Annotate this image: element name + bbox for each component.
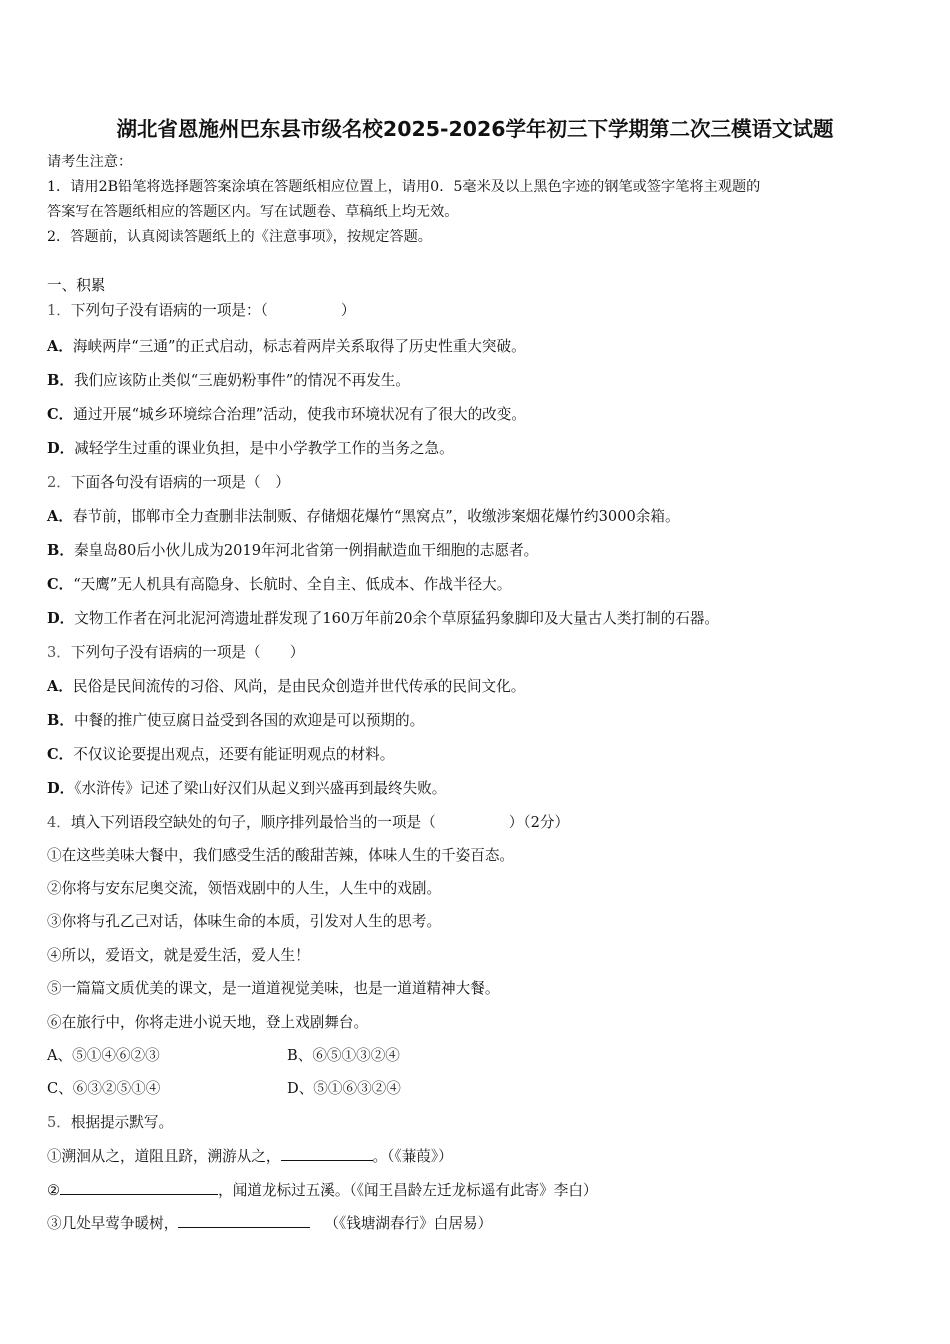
question-5-stem: [47, 1113, 173, 1133]
question-3-option-c: [47, 745, 394, 765]
section-heading: 一、积累: [47, 277, 106, 294]
option-text: “天鹰”无人机具有高隐身、长航时、全自主、低成本、作战半径大。: [73, 576, 512, 593]
question-4-choices-row-1: [47, 1046, 400, 1066]
question-text: 根据提示默写。: [70, 1114, 174, 1131]
question-2-option-b: [47, 541, 538, 561]
option-letter: D．: [47, 780, 75, 797]
source-text: 。（《蒹葭》）: [372, 1148, 453, 1165]
question-3-option-d: [47, 779, 446, 799]
choice-d: D、⑤①⑥③②④: [287, 1080, 401, 1097]
option-letter: B．: [47, 542, 74, 559]
question-5-line-2: [47, 1180, 598, 1201]
question-text: 下列句子没有语病的一项是：（ ）: [70, 302, 356, 319]
question-number: 3．: [47, 644, 71, 661]
question-1-stem: [47, 301, 355, 321]
notice-heading: 请考生注意：: [47, 154, 133, 170]
question-number: 2．: [47, 474, 71, 491]
answer-blank[interactable]: [281, 1146, 373, 1161]
prompt-text: ③几处早莺争暖树，: [47, 1215, 179, 1232]
question-2-option-c: [47, 575, 511, 595]
notice-item-2: 2．答题前，认真阅读答题纸上的《注意事项》，按规定答题。: [47, 229, 432, 245]
prompt-text: ②: [47, 1182, 61, 1199]
option-letter: C．: [47, 746, 74, 763]
choice-b: B、⑥⑤①③②④: [287, 1047, 400, 1064]
question-text: 下列句子没有语病的一项是（ ）: [70, 644, 305, 661]
question-4-sentence: ③你将与孔乙己对话，体味生命的本质，引发对人生的思考。: [47, 913, 442, 930]
source-text: （《钱塘湖春行》白居易）: [324, 1215, 493, 1232]
prompt-text: ①溯洄从之，道阻且跻，溯游从之，: [47, 1148, 281, 1165]
question-4-sentence: ⑤一篇篇文质优美的课文，是一道道视觉美味，也是一道道精神大餐。: [47, 980, 500, 997]
option-text: 秦皇岛80后小伙儿成为2019年河北省第一例捐献造血干细胞的志愿者。: [73, 542, 539, 559]
question-3-option-b: [47, 711, 424, 731]
question-3-stem: [47, 643, 304, 663]
question-2-option-a: [47, 507, 680, 527]
option-text: 中餐的推广使豆腐日益受到各国的欢迎是可以预期的。: [73, 712, 425, 729]
question-4-sentence: ①在这些美味大餐中，我们感受生活的酸甜苦辣，体味人生的千姿百态。: [47, 847, 515, 864]
answer-blank[interactable]: [178, 1213, 310, 1228]
question-number: 1．: [47, 302, 71, 319]
notice-item-1-line-1: 1．请用2B铅笔将选择题答案涂填在答题纸相应位置上，请用0．5毫米及以上黑色字迹的钢笔或签字笔将主观题的: [47, 179, 761, 195]
option-text: 通过开展“城乡环境综合治理”活动，使我市环境状况有了很大的改变。: [73, 406, 526, 423]
question-1-option-c: [47, 405, 526, 425]
question-1-option-a: [47, 337, 526, 357]
question-number: 4．: [47, 814, 71, 831]
question-4-sentence: ⑥在旅行中，你将走进小说天地，登上戏剧舞台。: [47, 1014, 369, 1031]
option-text: 我们应该防止类似“三鹿奶粉事件”的情况不再发生。: [73, 372, 410, 389]
question-4-choices-row-2: [47, 1079, 401, 1099]
option-text: 文物工作者在河北泥河湾遗址群发现了160万年前20余个草原猛犸象脚印及大量古人类打制的石器。: [74, 610, 720, 627]
option-letter: A．: [47, 678, 73, 695]
question-4-stem: [47, 813, 569, 833]
question-4-sentence: ④所以，爱语文，就是爱生活，爱人生！: [47, 947, 310, 964]
question-1-option-b: [47, 371, 410, 391]
choice-c: C、⑥③②⑤①④: [47, 1080, 161, 1097]
option-text: 不仅议论要提出观点，还要有能证明观点的材料。: [73, 746, 395, 763]
option-text: 《水浒传》记述了梁山好汉们从起义到兴盛再到最终失败。: [74, 780, 447, 797]
question-number: 5．: [47, 1114, 71, 1131]
question-2-option-d: [47, 609, 719, 629]
choice-a: A、⑤①④⑥②③: [47, 1047, 160, 1064]
option-letter: B．: [47, 712, 74, 729]
option-letter: B．: [47, 372, 74, 389]
question-5-line-1: [47, 1146, 453, 1167]
option-text: 海峡两岸“三通”的正式启动，标志着两岸关系取得了历史性重大突破。: [72, 338, 526, 355]
option-letter: D．: [47, 440, 75, 457]
question-text: 填入下列语段空缺处的句子，顺序排列最恰当的一项是（ ）（2分）: [70, 814, 570, 831]
source-text: ，闻道龙标过五溪。（《闻王昌龄左迁龙标遥有此寄》李白）: [218, 1182, 598, 1199]
notice-item-1-line-2: 答案写在答题纸相应的答题区内。写在试题卷、草稿纸上均无效。: [47, 204, 459, 220]
option-letter: C．: [47, 576, 74, 593]
option-text: 民俗是民间流传的习俗、风尚，是由民众创造并世代传承的民间文化。: [72, 678, 526, 695]
question-1-option-d: [47, 439, 454, 459]
page-title: 湖北省恩施州巴东县市级名校2025-2026学年初三下学期第二次三模语文试题: [116, 117, 834, 141]
option-letter: C．: [47, 406, 74, 423]
option-letter: D．: [47, 610, 75, 627]
question-2-stem: [47, 473, 290, 493]
question-3-option-a: [47, 677, 525, 697]
question-4-sentence: ②你将与安东尼奥交流，领悟戏剧中的人生，人生中的戏剧。: [47, 880, 442, 897]
question-text: 下面各句没有语病的一项是（ ）: [70, 474, 290, 491]
option-text: 春节前，邯郸市全力查删非法制贩、存储烟花爆竹“黑窝点”，收缴涉案烟花爆竹约3000余箱。: [72, 508, 680, 525]
option-letter: A．: [47, 508, 73, 525]
option-letter: A．: [47, 338, 73, 355]
option-text: 减轻学生过重的课业负担，是中小学教学工作的当务之急。: [74, 440, 454, 457]
answer-blank[interactable]: [60, 1180, 218, 1195]
question-5-line-3: [47, 1213, 492, 1234]
